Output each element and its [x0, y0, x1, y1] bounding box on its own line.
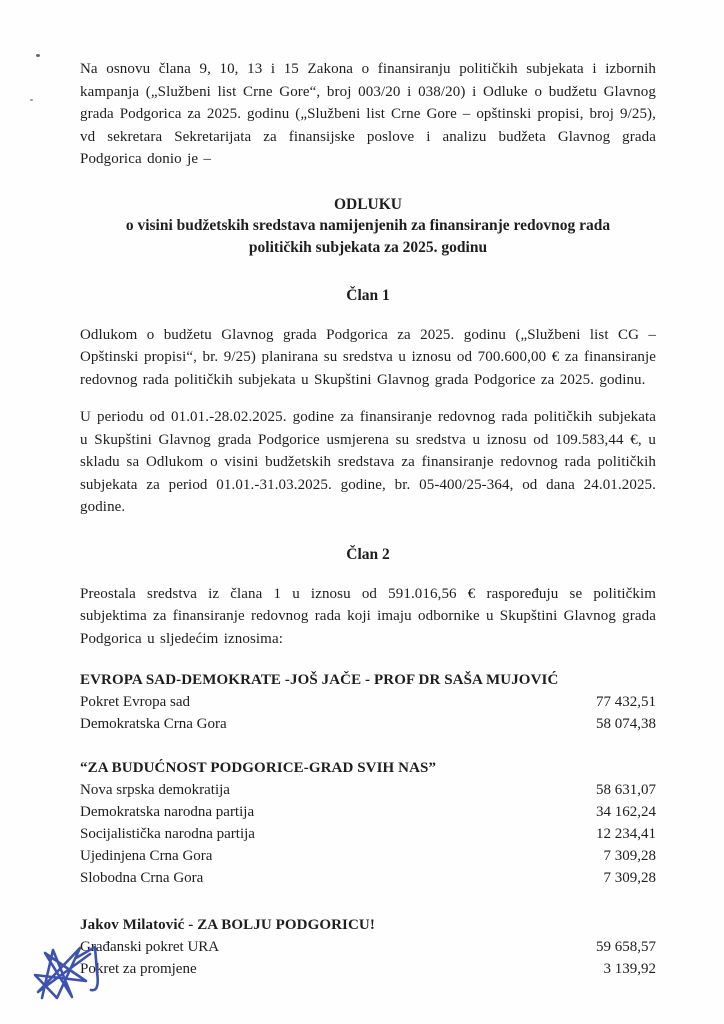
party-amount: 12 234,41: [596, 826, 656, 842]
decision-title-block: [80, 194, 656, 260]
scan-speck-icon: [30, 99, 33, 101]
decision-subtitle-line2: političkih subjekata za 2025. godinu: [248, 239, 488, 256]
article-2-heading: Član 2: [346, 545, 390, 563]
party-row: [80, 691, 656, 713]
party-name: Slobodna Crna Gora: [80, 870, 204, 886]
party-row: [80, 713, 656, 735]
coalition-header: EVROPA SAD-DEMOKRATE -JOŠ JAČE - PROF DR SAŠA MUJOVIĆ: [80, 672, 559, 688]
party-name: Nova srpska demokratija: [80, 782, 230, 798]
party-name: Socijalistička narodna partija: [80, 826, 255, 842]
party-row: [80, 801, 656, 823]
party-name: Pokret za promjene: [80, 961, 197, 977]
party-amount: 7 309,28: [603, 870, 656, 886]
party-name: Građanski pokret URA: [80, 939, 220, 955]
decision-title: ODLUKU: [333, 195, 403, 213]
scan-speck-icon: [36, 54, 40, 57]
party-row: [80, 823, 656, 845]
party-name: Ujedinjena Crna Gora: [80, 848, 213, 864]
signature-tail-stroke: [76, 947, 98, 990]
party-amount: 3 139,92: [603, 961, 656, 977]
party-amount: 58 631,07: [596, 782, 656, 798]
party-name: Pokret Evropa sad: [80, 694, 190, 710]
party-row: [80, 867, 656, 889]
party-amount: 77 432,51: [596, 694, 656, 710]
article-1-heading: Član 1: [346, 286, 390, 304]
party-row: [80, 779, 656, 801]
article-1-paragraph-1: Odlukom o budžetu Glavnog grada Podgorica za 2025. godinu („Službeni list CG – Opštinski propisi“, br. 9/25) planirana su sredstva u iznosu od 700.600,00 € za finansiranje redovnog rada političkih subjekata u Skupštini Glavnog grada Podgorice za 2025. godinu.: [80, 326, 656, 388]
party-amount: 59 658,57: [596, 939, 656, 955]
party-name: Demokratska narodna partija: [80, 804, 255, 820]
party-row: [80, 958, 656, 980]
allocation-group-za-buducnost: [80, 757, 656, 889]
decision-subtitle-line1: o visini budžetskih sredstava namijenjenih za finansiranje redovnog rada: [125, 216, 611, 234]
article-1-paragraph-2: U periodu od 01.01.-28.02.2025. godine za finansiranje redovnog rada političkih subjekata u Skupštini Glavnog grada Podgorice usmjerena su sredstva u iznosu od 109.583,44 €, u skladu sa Odlukom o visini budžetskih sredstava za finansiranje redovnog rada političkih subjekata za period 01.01.-31.03.2025. godine, br. 05-400/25-364, od dana 24.01.2025. godine.: [80, 409, 656, 515]
allocation-group-evropa-sad: [80, 669, 656, 735]
coalition-header: Jakov Milatović - ZA BOLJU PODGORICU!: [80, 917, 375, 933]
coalition-header: “ZA BUDUĆNOST PODGORICE-GRAD SVIH NAS”: [80, 760, 437, 776]
article-2-paragraph-1: Preostala sredstva iz člana 1 u iznosu od 591.016,56 € raspoređuju se političkim subjektima za finansiranje redovnog rada koji imaju odbornike u Skupštini Glavnog grada Podgorica u sljedećim iznosima:: [80, 585, 656, 647]
party-amount: 7 309,28: [603, 848, 656, 864]
signature-scribble: [28, 940, 128, 1012]
allocations-list: [80, 669, 656, 980]
party-amount: 34 162,24: [596, 804, 656, 820]
party-name: Demokratska Crna Gora: [80, 716, 227, 732]
party-amount: 58 074,38: [596, 716, 656, 732]
preamble-paragraph: Na osnovu člana 9, 10, 13 i 15 Zakona o finansiranju političkih subjekata i izbornih kampanja („Službeni list Crne Gore“, broj 003/20 i 038/20) i Odluke o budžetu Glavnog grada Podgorica za 2025. godinu („Službeni list Crne Gore – opštinski propisi, broj 9/25), vd sekretara Sekretarijata za finansijske poslove i analizu budžeta Glavnog grada Podgorica donio je –: [80, 61, 656, 167]
party-row: [80, 845, 656, 867]
allocation-group-milatovic: [80, 914, 656, 980]
party-row: [80, 936, 656, 958]
